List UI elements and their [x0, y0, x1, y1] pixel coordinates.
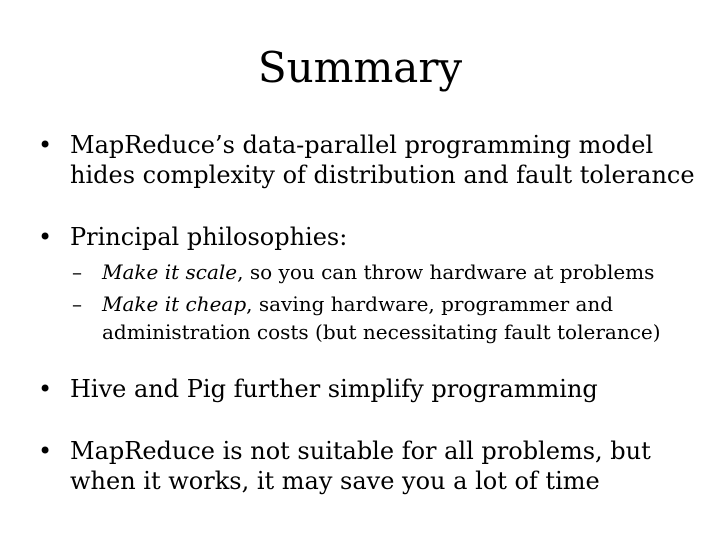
sub-bullet-text: [102, 258, 712, 286]
dash-icon: –: [72, 292, 82, 316]
bullet-text: Principal philosophies:: [70, 223, 348, 251]
sub-bullet-emphasis: Make it scale: [102, 260, 238, 284]
bullet-item: [38, 130, 710, 190]
sub-bullet-item: [72, 290, 712, 346]
dash-icon: –: [72, 260, 82, 284]
sub-bullet-rest: , saving hardware, programmer and administration costs (but necessitating fault tolerance): [102, 292, 661, 344]
bullet-item: [38, 222, 710, 252]
bullet-item: [38, 374, 710, 404]
bullet-text: Hive and Pig further simplify programming: [70, 375, 598, 403]
sub-bullet-emphasis: Make it cheap: [102, 292, 247, 316]
slide-title: Summary: [257, 43, 463, 92]
bullet-icon: •: [38, 375, 53, 403]
bullet-icon: •: [38, 437, 53, 465]
sub-bullet-item: [72, 258, 712, 286]
bullet-text: MapReduce’s data-parallel programming model hides complexity of distribution and fault tolerance: [70, 131, 695, 189]
bullet-item: [38, 436, 710, 496]
bullet-icon: •: [38, 223, 53, 251]
bullet-icon: •: [38, 131, 53, 159]
bullet-text: MapReduce is not suitable for all problems, but when it works, it may save you a lot of time: [70, 437, 651, 495]
sub-bullet-text: [102, 290, 712, 346]
sub-bullet-rest: , so you can throw hardware at problems: [237, 260, 655, 284]
